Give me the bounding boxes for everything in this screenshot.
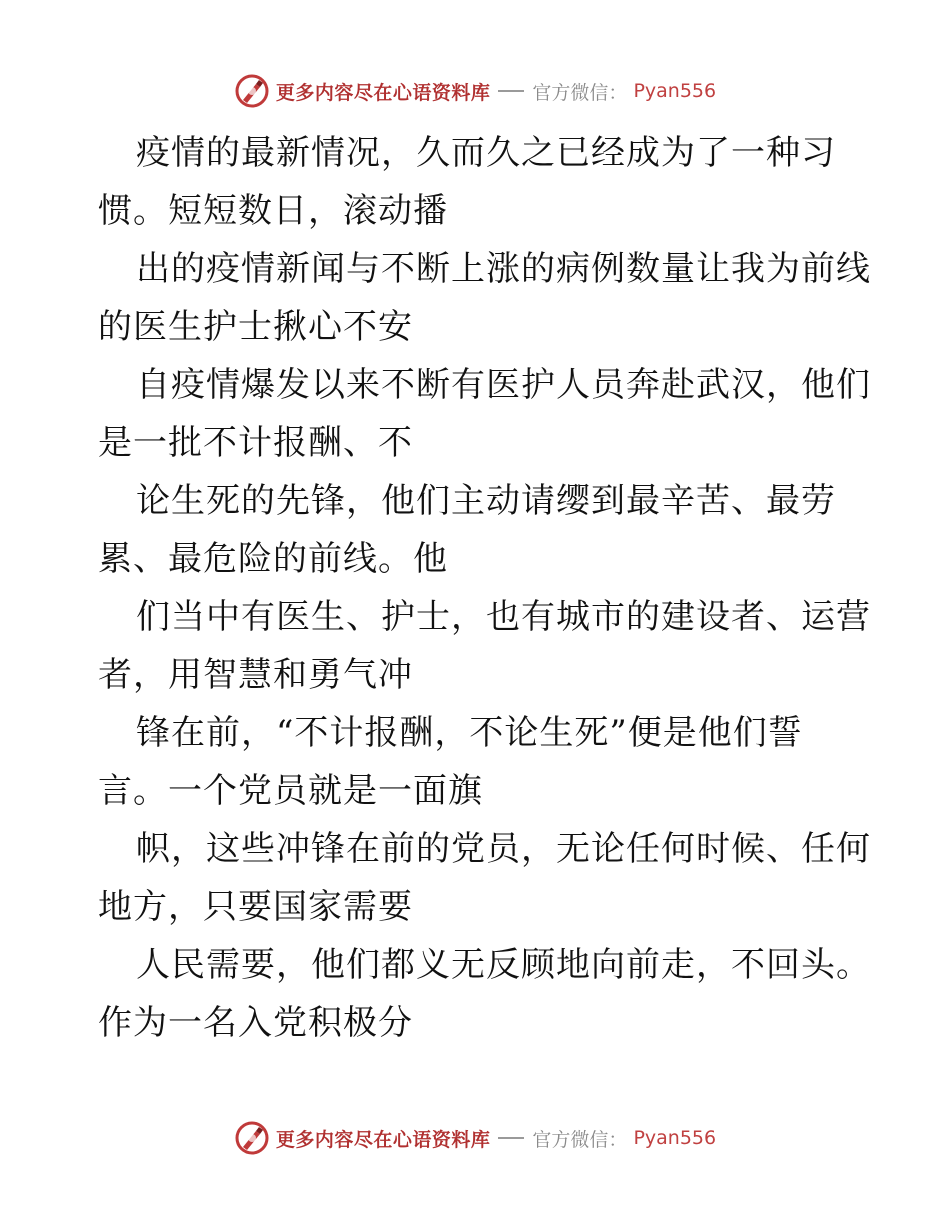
pen-logo-icon xyxy=(234,1120,270,1156)
paragraph-2 xyxy=(98,240,871,356)
paragraph-line: 地方，只要国家需要 xyxy=(98,887,413,927)
header-site-text: 更多内容尽在心语资料库 xyxy=(275,81,491,104)
footer-wechat-id: Pyan556 xyxy=(633,1127,717,1149)
paragraph-line: 帜，这些冲锋在前的党员，无论任何时候、任何 xyxy=(136,829,871,869)
footer-watermark xyxy=(0,1118,950,1158)
header-watermark xyxy=(0,71,950,111)
paragraph-line: 惯。短短数日，滚动播 xyxy=(98,191,448,231)
footer-official-label: 官方微信： xyxy=(532,1128,628,1151)
paragraph-line: 是一批不计报酬、不 xyxy=(98,423,413,463)
header-dash xyxy=(498,90,524,92)
paragraph-7 xyxy=(98,820,871,936)
paragraph-line: 自疫情爆发以来不断有医护人员奔赴武汉，他们 xyxy=(136,365,871,405)
paragraph-line: 锋在前，“不计报酬，不论生死”便是他们誓 xyxy=(136,713,803,753)
paragraph-line: 疫情的最新情况，久而久之已经成为了一种习 xyxy=(136,133,836,173)
document-body xyxy=(98,124,871,1052)
paragraph-3 xyxy=(98,356,871,472)
footer-site-text: 更多内容尽在心语资料库 xyxy=(275,1128,491,1151)
paragraph-line: 的医生护士揪心不安 xyxy=(98,307,413,347)
header-wechat-id: Pyan556 xyxy=(633,80,717,102)
paragraph-4 xyxy=(98,472,868,588)
paragraph-6 xyxy=(98,704,868,820)
paragraph-line: 人民需要，他们都义无反顾地向前走，不回头。 xyxy=(136,945,871,985)
paragraph-line: 出的疫情新闻与不断上涨的病例数量让我为前线 xyxy=(136,249,871,289)
paragraph-1 xyxy=(98,124,868,240)
paragraph-8 xyxy=(98,936,871,1052)
paragraph-line: 者，用智慧和勇气冲 xyxy=(98,655,413,695)
paragraph-line: 们当中有医生、护士，也有城市的建设者、运营 xyxy=(136,597,871,637)
paragraph-line: 言。一个党员就是一面旗 xyxy=(98,771,483,811)
footer-dash xyxy=(498,1137,524,1139)
header-official-label: 官方微信： xyxy=(532,81,628,104)
paragraph-line: 作为一名入党积极分 xyxy=(98,1003,413,1043)
paragraph-line: 论生死的先锋，他们主动请缨到最辛苦、最劳 xyxy=(136,481,836,521)
paragraph-5 xyxy=(98,588,871,704)
pen-logo-icon xyxy=(234,73,270,109)
paragraph-line: 累、最危险的前线。他 xyxy=(98,539,448,579)
